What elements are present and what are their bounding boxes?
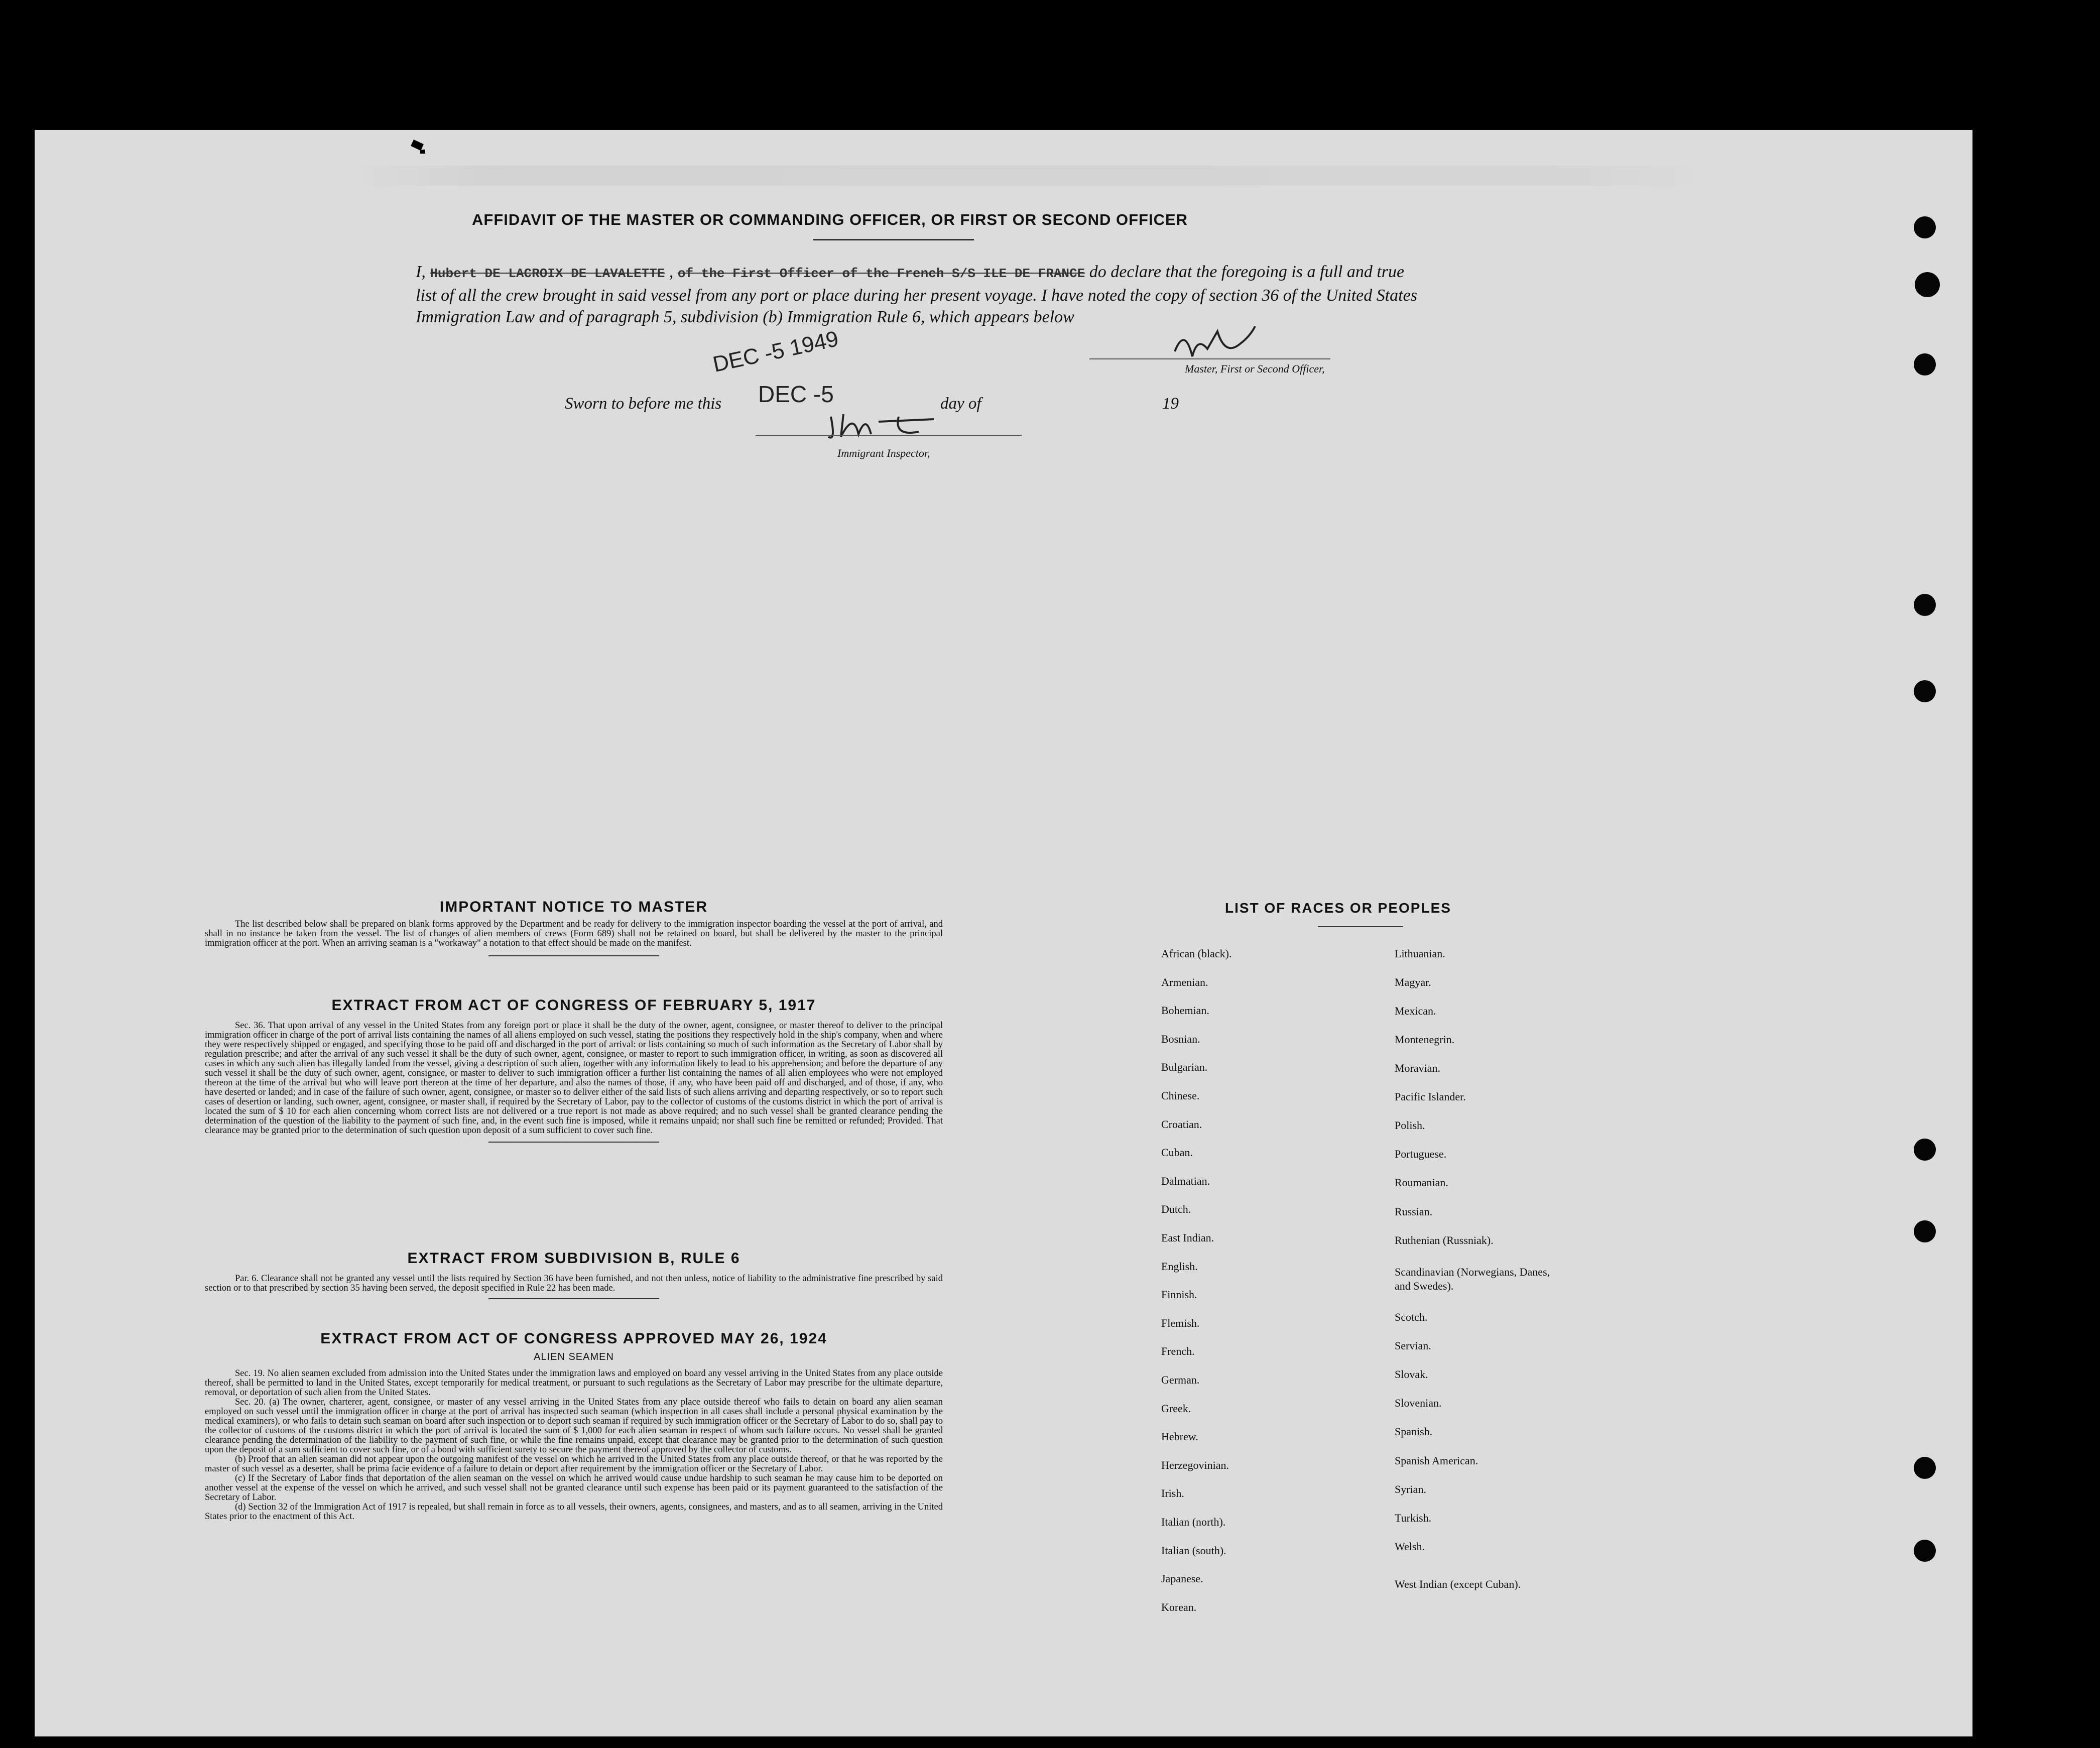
race-item: Croatian. (1161, 1117, 1202, 1131)
race-item: Irish. (1161, 1487, 1184, 1500)
extract-1917-title: EXTRACT FROM ACT OF CONGRESS OF FEBRUARY 5, 1917 (331, 997, 816, 1014)
sec-20b-text: (b) Proof that an alien seaman did not appear upon the outgoing manifest of the vessel on which he arrived in the United States from any place outside thereof, or that he was reported by the master of such vessel as a deserter, shall be prima facie evidence of a failure to detain or deport after requirement by the immigration officer or the Secretary of Labor. (205, 1454, 943, 1474)
day-of-text: day of (940, 395, 981, 413)
divider (488, 1298, 659, 1299)
race-item: Syrian. (1395, 1483, 1426, 1495)
race-item: Herzegovinian. (1161, 1458, 1229, 1471)
sec-20a-text: Sec. 20. (a) The owner, charterer, agent, consignee, or master of any vessel arriving in the United States from any place outside thereof who fails to detain on board any alien seaman employed on such vessel until the immigration officer in charge at the port of arrival has inspected such seaman (which inspection in all cases shall include a personal physical examination by the medical examiners), or who fails to detain such seaman on board after such inspection or to deport such seaman if required by such immigration officer or the Secretary of Labor to do so, shall pay to the collector of customs of the customs district in which the port of arrival is located the sum of $ 1,000 for each alien seaman in respect of whom such failure occurs. No vessel shall be granted clearance pending the determination of the liability to the payment of such fine, or while the fine remains unpaid, except that clearance may be granted prior to the determination of such question upon the deposit of a sum sufficient to cover such fine, or of a bond with sufficient surety to secure the payment thereof approved by the collector of customs. (205, 1397, 943, 1455)
race-item: Spanish American. (1395, 1454, 1478, 1467)
extract-1924-subtitle: ALIEN SEAMEN (534, 1351, 614, 1362)
race-item: Cuban. (1161, 1146, 1193, 1159)
race-item: Finnish. (1161, 1288, 1197, 1301)
date-stamp: DEC -5 1949 (710, 326, 841, 377)
race-item: French. (1161, 1345, 1195, 1358)
affidavit-declaration: do declare that the foregoing is a full and true list of all the crew brought in said vessel from any port or place during her present voyage. I have noted the copy of section 36 of the United States Immigration Law and of paragraph 5, subdivision (b) Immigration Rule 6, which appears below (416, 263, 1417, 326)
affidavit-title: AFFIDAVIT OF THE MASTER OR COMMANDING OFFICER, OR FIRST OR SECOND OFFICER (472, 211, 1188, 228)
race-item: Spanish. (1395, 1425, 1433, 1438)
race-item: Bohemian. (1161, 1004, 1209, 1017)
race-item: Italian (north). (1161, 1516, 1226, 1528)
punch-hole (1914, 594, 1936, 616)
extract-1924-section (205, 1330, 943, 1522)
race-item: Italian (south). (1161, 1544, 1226, 1557)
punch-hole (1914, 1139, 1936, 1161)
race-item: Servian. (1395, 1339, 1431, 1352)
race-item: Bulgarian. (1161, 1061, 1208, 1074)
race-item: Lithuanian. (1395, 947, 1445, 960)
race-item: English. (1161, 1260, 1198, 1273)
divider (813, 239, 974, 240)
race-item: Japanese. (1161, 1572, 1203, 1585)
notice-section (205, 899, 943, 956)
divider (1318, 926, 1403, 927)
race-item: Welsh. (1395, 1540, 1425, 1553)
race-item: Magyar. (1395, 976, 1431, 988)
extract-1924-title: EXTRACT FROM ACT OF CONGRESS APPROVED MAY 26, 1924 (320, 1330, 827, 1347)
race-item: Moravian. (1395, 1062, 1441, 1074)
sec-20c-text: (c) If the Secretary of Labor finds that deportation of the alien seaman on the vessel on which he arrived would cause undue hardship to such seaman he may cause him to be deported on another vessel at the expense of the vessel on which he arrived, and such vessel shall not be granted clearance until such expense has been paid or its payment guaranteed to the satisfaction of the Secretary of Labor. (205, 1473, 943, 1503)
punch-hole (1915, 272, 1940, 297)
inspector-signature (823, 407, 954, 447)
punch-hole (1914, 1540, 1936, 1562)
race-item: Roumanian. (1395, 1176, 1448, 1189)
sec-20d-text: (d) Section 32 of the Immigration Act of 1917 is repealed, but shall remain in force as to all vessels, their owners, agents, consignees, and masters, and as to all seamen, arriving in the United States prior to the enactment of this Act. (205, 1502, 943, 1522)
race-item: Montenegrin. (1395, 1033, 1455, 1046)
divider (488, 955, 659, 956)
officer-name: Hubert DE LACROIX DE LAVALETTE (430, 266, 665, 281)
race-item: Slovak. (1395, 1368, 1428, 1381)
race-item: Dutch. (1161, 1203, 1191, 1216)
notice-title: IMPORTANT NOTICE TO MASTER (439, 899, 708, 915)
rule6-text: Par. 6. Clearance shall not be granted any vessel until the lists required by Section 36 have been furnished, and not then unless, notice of liability to the administrative fine prescribed by said section or to that prescribed by section 35 having been served, the deposit specified in Rule 22 has been made. (205, 1274, 943, 1293)
sworn-text: Sworn to before me this (565, 395, 722, 413)
sworn-date-stamp: DEC -5 (758, 381, 834, 407)
year-prefix: 19 (1162, 395, 1179, 413)
punch-hole (1914, 1457, 1936, 1479)
inspector-line (756, 435, 1022, 436)
race-item: Ruthenian (Russniak). (1395, 1234, 1494, 1246)
race-item: Korean. (1161, 1600, 1197, 1613)
rule6-title: EXTRACT FROM SUBDIVISION B, RULE 6 (407, 1250, 740, 1267)
signature-caption: Master, First or Second Officer, (1185, 362, 1325, 375)
affidavit-sep: , (669, 263, 674, 281)
race-item: Bosnian. (1161, 1032, 1200, 1045)
notice-text: The list described below shall be prepared on blank forms approved by the Department and be ready for delivery to the immigration inspector boarding the vessel at the port of arrival, and shall in no instance be taken from the vessel. The list of changes of alien members of crews (Form 689) shall not be retained on board, but shall be delivered by the master to the principal immigration officer at the port. When an arriving seaman is a "workaway" a notation to that effect should be made on the manifest. (205, 919, 943, 948)
race-item: Russian. (1395, 1205, 1433, 1218)
race-item: German. (1161, 1374, 1200, 1386)
punch-hole (1914, 1220, 1936, 1242)
race-item: Pacific Islander. (1395, 1090, 1466, 1103)
sec-19-text: Sec. 19. No alien seamen excluded from admission into the United States under the immigration laws and employed on board any vessel arriving in the United States from any place outside thereof, shall be permitted to land in the United States, except temporarily for medical treatment, or pursuant to such regulations as the Secretary of Labor may prescribe for the ultimate departure, removal, or deportation of such alien from the United States. (205, 1368, 943, 1398)
race-item: East Indian. (1161, 1231, 1214, 1244)
punch-hole (1914, 680, 1936, 702)
race-item: Flemish. (1161, 1316, 1200, 1329)
bleed-through (351, 166, 1707, 186)
race-item: Polish. (1395, 1119, 1425, 1132)
punch-hole (1914, 353, 1936, 376)
ink-mark (420, 150, 425, 154)
rule6-section (205, 1250, 943, 1299)
race-item: Mexican. (1395, 1005, 1436, 1017)
race-item: Chinese. (1161, 1089, 1200, 1102)
race-item: Hebrew. (1161, 1430, 1198, 1443)
race-item: Slovenian. (1395, 1397, 1442, 1409)
punch-hole (1914, 216, 1936, 238)
inspector-caption: Immigrant Inspector, (837, 447, 930, 459)
officer-signature (1170, 321, 1270, 366)
race-item: Greek. (1161, 1402, 1191, 1415)
race-item: Portuguese. (1395, 1148, 1447, 1160)
race-item: Turkish. (1395, 1512, 1432, 1524)
races-title: LIST OF RACES OR PEOPLES (1225, 900, 1451, 916)
race-item: Scotch. (1395, 1311, 1428, 1323)
race-item: Armenian. (1161, 975, 1208, 988)
race-item: Scandinavian (Norwegians, Danes, and Swedes). (1395, 1266, 1550, 1292)
race-item: West Indian (except Cuban). (1395, 1578, 1521, 1590)
extract-1917-section (205, 997, 943, 1143)
affidavit-body (416, 261, 1420, 328)
affidavit-lead: I, (416, 263, 426, 281)
officer-position: of the First Officer of the French S/S ILE DE FRANCE (677, 266, 1085, 281)
divider (488, 1142, 659, 1143)
race-item: African (black). (1161, 947, 1232, 960)
race-item: Dalmatian. (1161, 1174, 1210, 1187)
extract-1917-text: Sec. 36. That upon arrival of any vessel in the United States from any foreign port or place it shall be the duty of the owner, agent, consignee, or master thereof to deliver to the principal immigration officer in charge of the port of arrival lists containing the names of all aliens employed on such vessel, stating the positions they respectively hold in the ship's company, when and where they were respectively shipped or engaged, and specifying those to be paid off and discharged in the port of arrival: or lists containing so much of such information as the Secretary of Labor shall by regulation prescribe; and after the arrival of any such vessel it shall be the duty of such owner, agent, consignee, or master to report to such immigration officer, in writing, as soon as discovered all cases in which any such alien has illegally landed from the vessel, giving a description of such alien, together with any information likely to lead to his apprehension; and before the departure of any such vessel it shall be the duty of such owner, agent, consignee, or master to deliver to such immigration officer a further list containing the names of all alien employees who were not employed thereon at the time of the arrival but who will leave port thereon at the time of her departure, and also the names of those, if any, who have been paid off and discharged, and of those, if any, who have deserted or landed; and in case of the failure of such owner, agent, consignee, or master so to deliver either of the said lists of such aliens arriving and departing respectively, or so to report such cases of desertion or landing, such owner, agent, consignee, or master shall, if required by the Secretary of Labor, pay to the collector of customs of the customs district in which the port of arrival is located the sum of $ 10 for each alien concerning whom correct lists are not delivered or a true report is not made as above required; and no such vessel shall be granted clearance pending the determination of the question of the liability to the payment of such fine, and, in the event such fine is imposed, while it remains unpaid; nor shall such fine be remitted or refunded; Provided. That clearance may be granted prior to the determination of such question upon deposit of a sum sufficient to cover such fine. (205, 1021, 943, 1136)
signature-line (1089, 358, 1330, 359)
